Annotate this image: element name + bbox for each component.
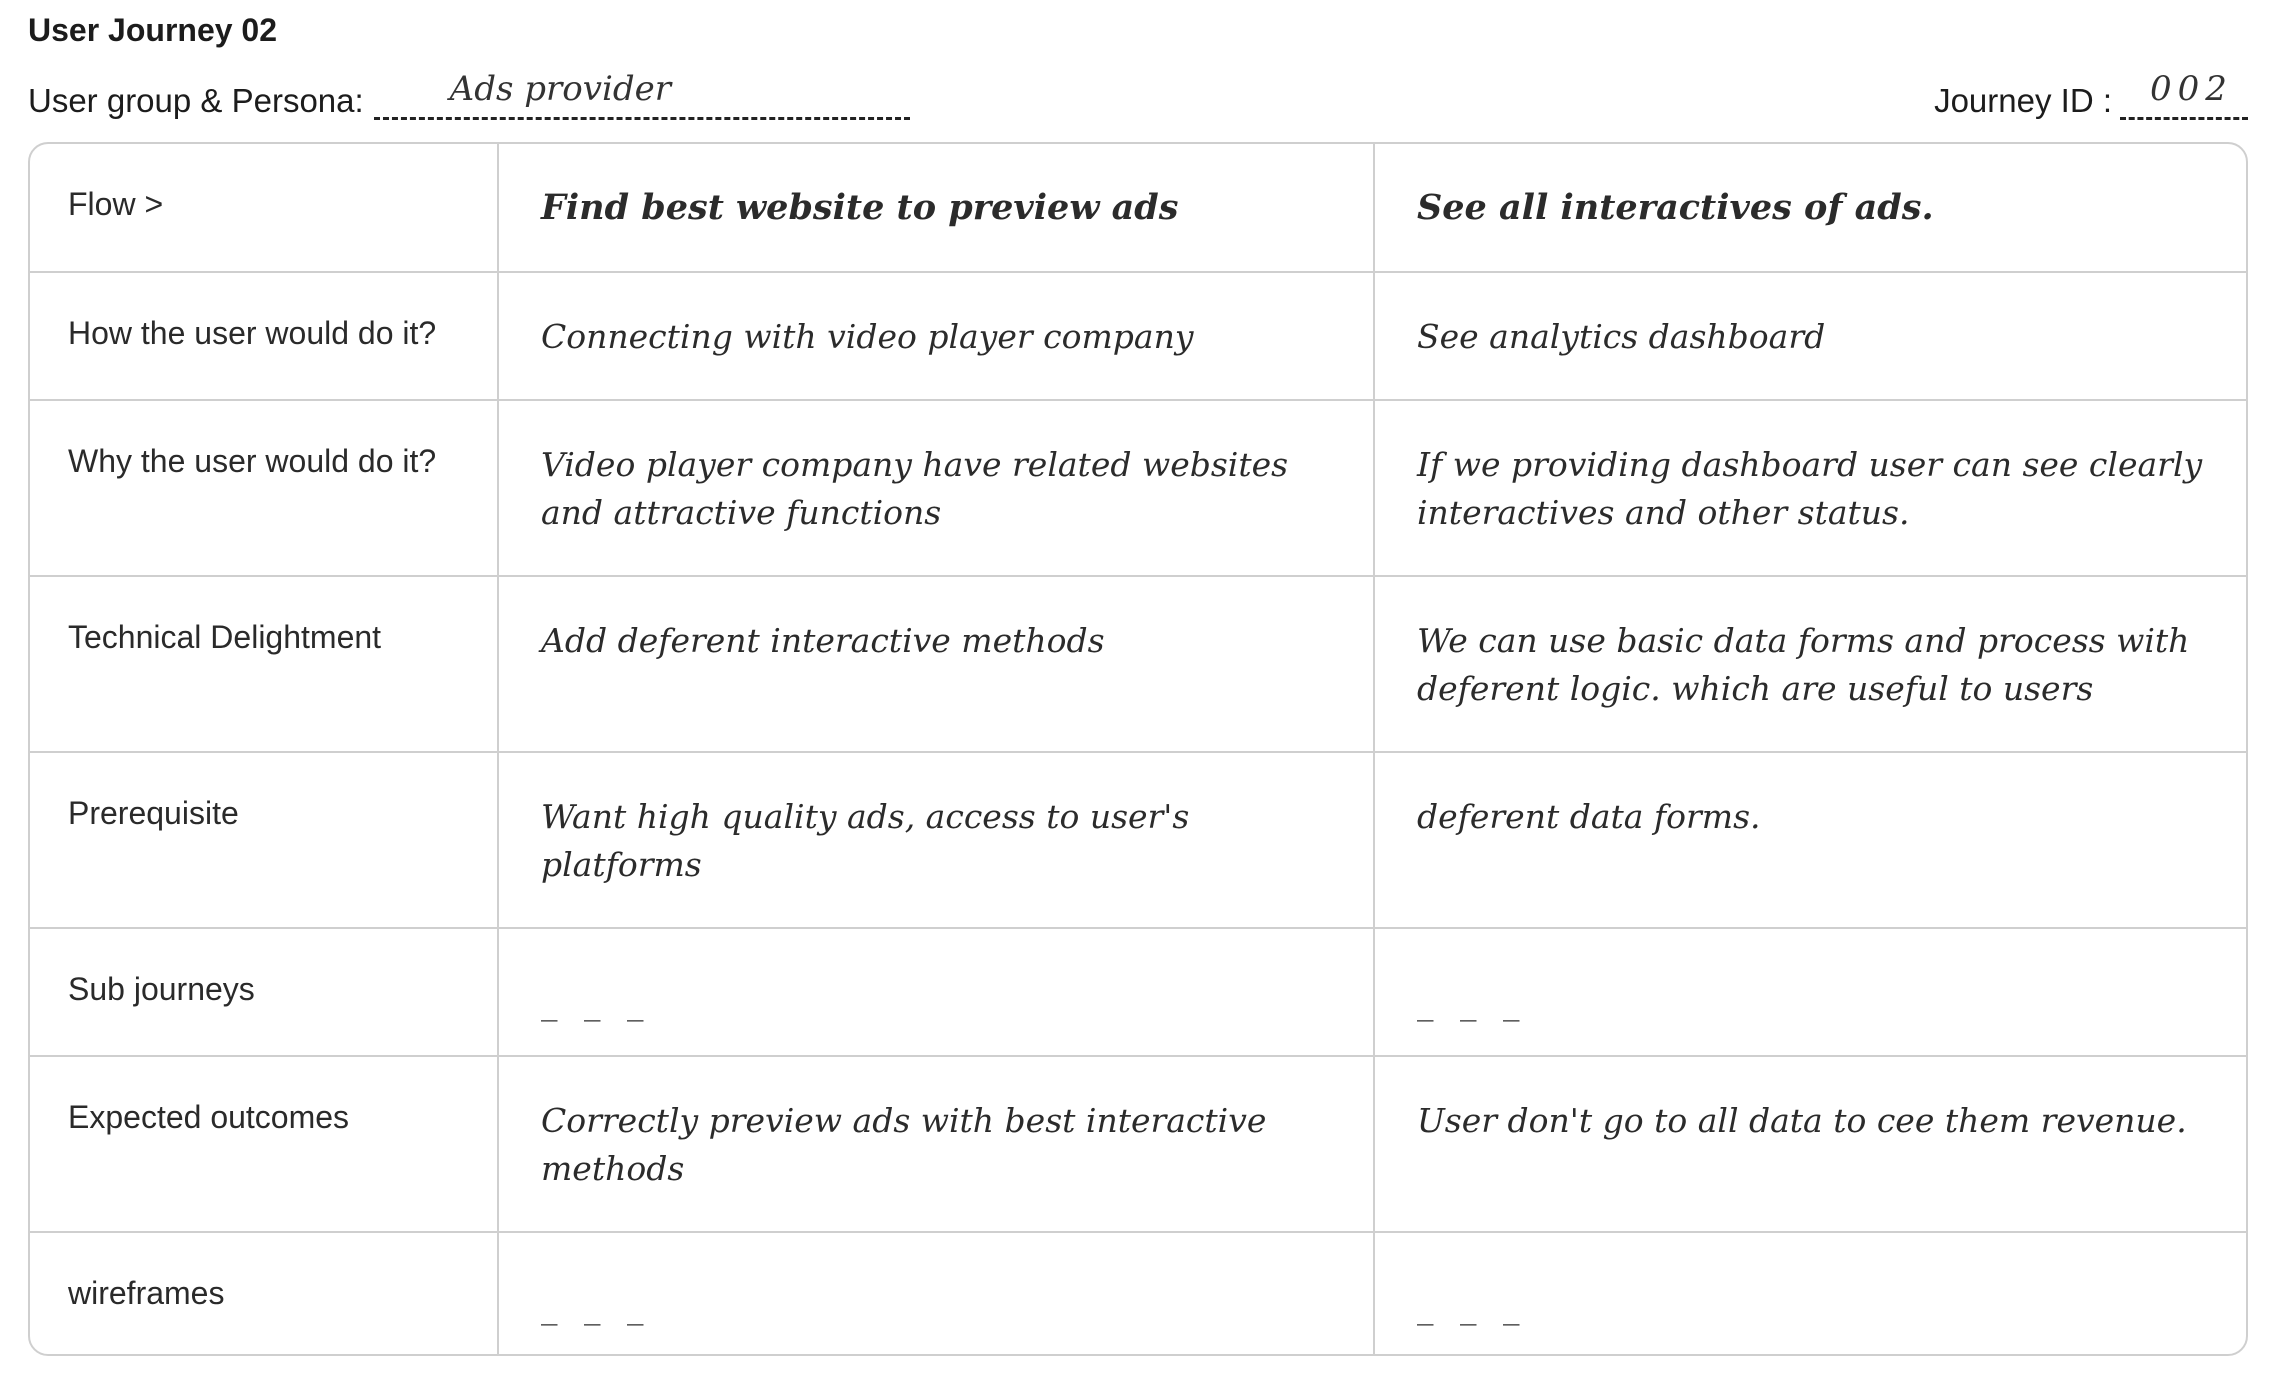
table-row-why: [30, 400, 2248, 576]
expected-outcome-step-1: Correctly preview ads with best interactive methods: [498, 1056, 1374, 1232]
table-row-how: [30, 272, 2248, 400]
table-row-expected-outcomes: [30, 1056, 2248, 1232]
sub-journeys-step-1: _ _ _: [498, 928, 1374, 1056]
persona-value: Ads provider: [449, 69, 671, 109]
row-label-technical-delightment: Technical Delightment: [30, 576, 498, 752]
journey-id-blank: [2120, 61, 2248, 120]
wireframes-step-1: _ _ _: [498, 1232, 1374, 1356]
prerequisite-step-2: deferent data forms.: [1374, 752, 2248, 928]
wireframes-step-2: _ _ _: [1417, 1287, 1528, 1326]
prerequisite-step-1: Want high quality ads, access to user's platforms: [498, 752, 1374, 928]
table-row-prerequisite: [30, 752, 2248, 928]
persona-label: User group & Persona:: [28, 82, 364, 119]
journey-id-label: Journey ID :: [1934, 82, 2112, 119]
journey-table-container: [28, 142, 2248, 1356]
journey-table: [30, 144, 2248, 1356]
row-label-flow: Flow >: [30, 144, 498, 272]
row-label-how: How the user would do it?: [30, 272, 498, 400]
table-row-flow: [30, 144, 2248, 272]
journey-id-value: 002: [2150, 69, 2233, 109]
persona-blank: [374, 61, 910, 120]
sub-journeys-step-2: _ _ _: [1374, 928, 2248, 1056]
how-step-1: Connecting with video player company: [498, 272, 1374, 400]
why-step-1: Video player company have related websites and attractive functions: [498, 400, 1374, 576]
why-step-2: If we providing dashboard user can see clearly interactives and other status.: [1374, 400, 2248, 576]
table-row-wireframes: [30, 1232, 2248, 1356]
technical-step-1: Add deferent interactive methods: [498, 576, 1374, 752]
row-label-expected-outcomes: Expected outcomes: [30, 1056, 498, 1232]
flow-step-2-heading: See all interactives of ads.: [1374, 144, 2248, 272]
table-row-sub-journeys: [30, 928, 2248, 1056]
table-row-technical-delightment: [30, 576, 2248, 752]
row-label-prerequisite: Prerequisite: [30, 752, 498, 928]
row-label-why: Why the user would do it?: [30, 400, 498, 576]
persona-field: [28, 60, 910, 120]
expected-outcome-step-2: User don't go to all data to cee them revenue.: [1374, 1056, 2248, 1232]
page-title: User Journey 02: [28, 12, 278, 48]
journey-id-field: [1934, 60, 2248, 120]
technical-step-2: We can use basic data forms and process with deferent logic. which are useful to users: [1374, 576, 2248, 752]
how-step-2: See analytics dashboard: [1374, 272, 2248, 400]
row-label-sub-journeys: Sub journeys: [30, 928, 498, 1056]
flow-step-1-heading: Find best website to preview ads: [498, 144, 1374, 272]
row-label-wireframes: wireframes: [30, 1232, 498, 1356]
